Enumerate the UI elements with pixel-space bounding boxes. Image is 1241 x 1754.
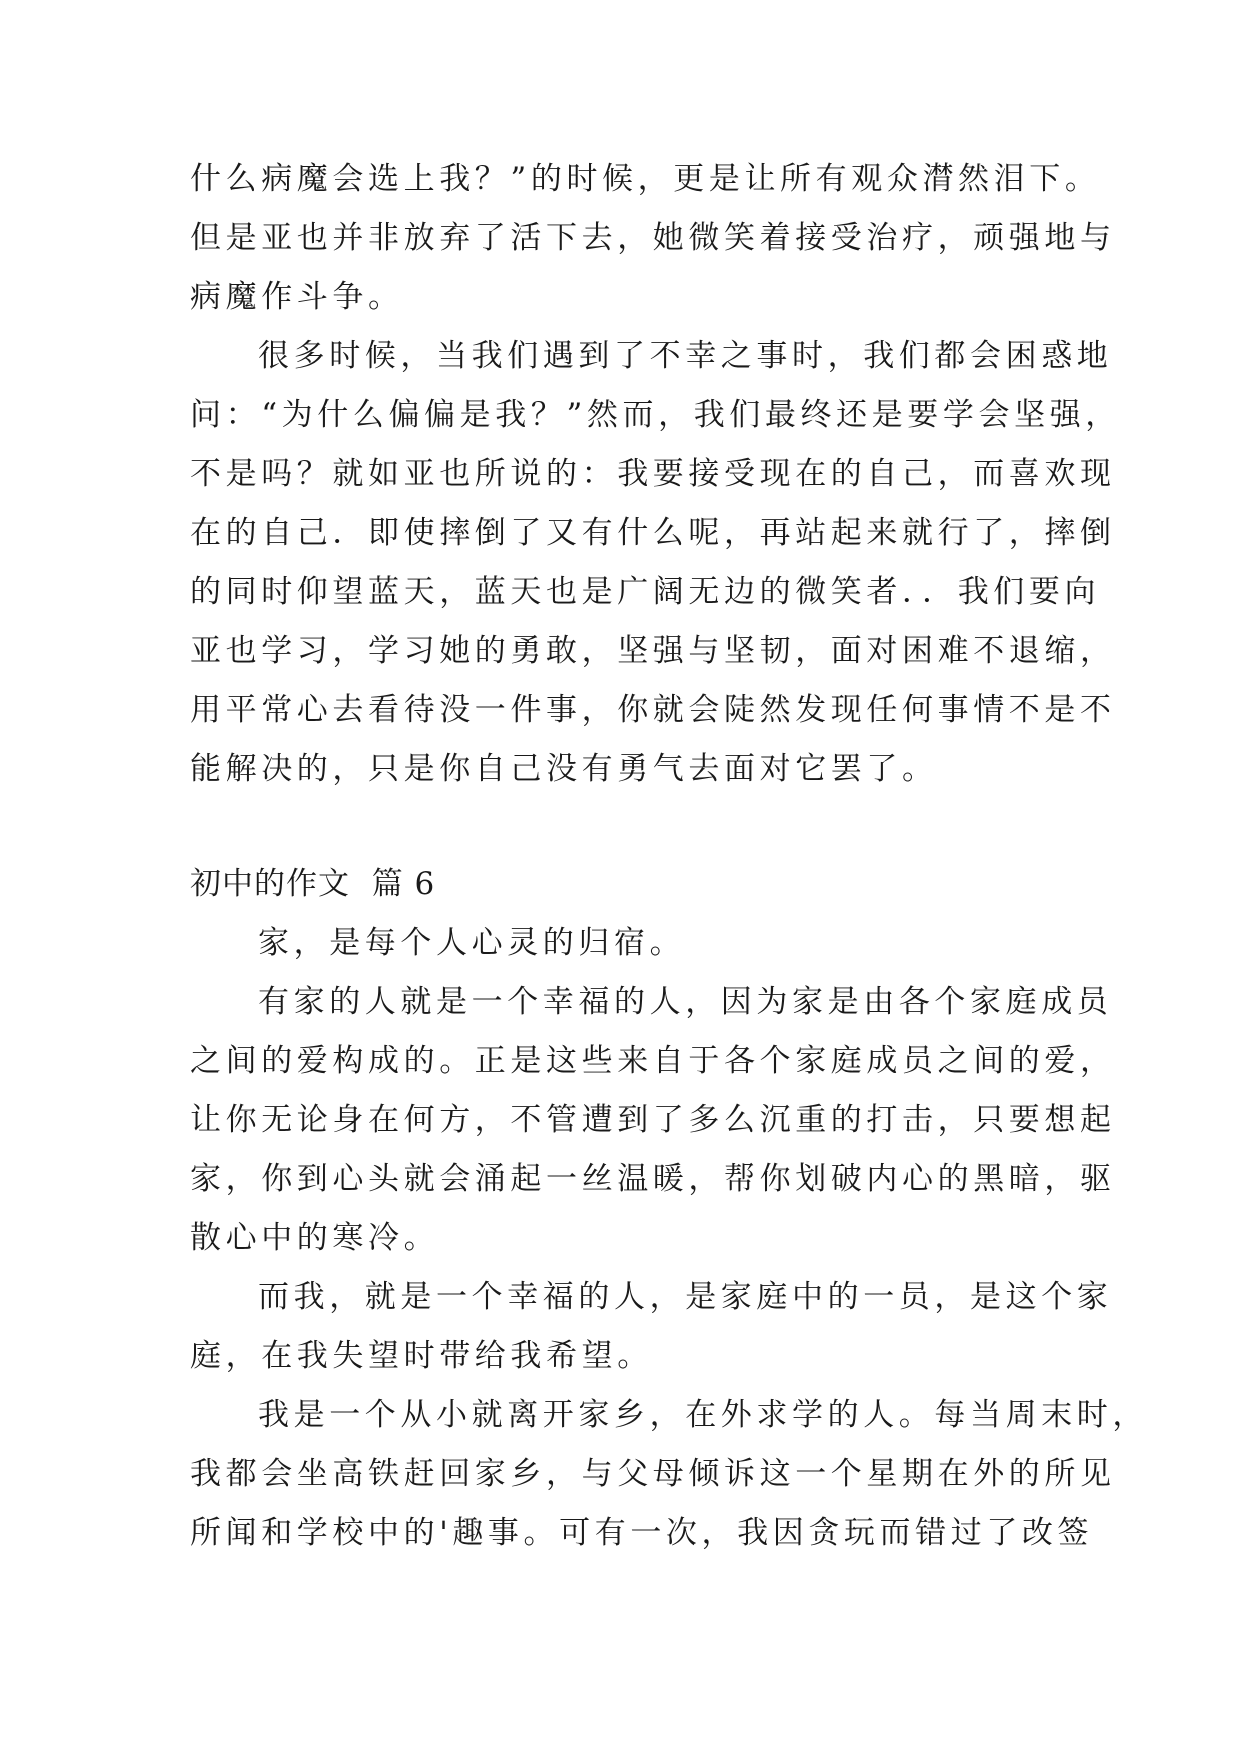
- text-line: 亚也学习，学习她的勇敢，坚强与坚韧，面对困难不退缩，: [190, 633, 1116, 669]
- text-line: 能解决的，只是你自己没有勇气去面对它罢了。: [190, 751, 938, 787]
- paragraph-a2: [190, 327, 1121, 799]
- paragraph-b2: [190, 973, 1116, 1268]
- text-line: 家，你到心头就会涌起一丝温暖，帮你划破内心的黑暗，驱: [190, 1161, 1116, 1197]
- section-b: [190, 914, 1148, 1563]
- text-line: 不是吗？就如亚也所说的：我要接受现在的自己，而喜欢现: [190, 456, 1116, 492]
- text-line: 庭，在我失望时带给我希望。: [190, 1338, 653, 1374]
- text-line: 散心中的寒冷。: [190, 1220, 440, 1256]
- text-line: 之间的爱构成的。正是这些来自于各个家庭成员之间的爱，: [190, 1043, 1116, 1079]
- text-line: 让你无论身在何方，不管遭到了多么沉重的打击，只要想起: [190, 1102, 1116, 1138]
- paragraph-b4: [190, 1386, 1148, 1563]
- text-line: 病魔作斗争。: [190, 279, 404, 315]
- text-line: 我是一个从小就离开家乡，在外求学的人。每当周末时，: [258, 1397, 1148, 1433]
- text-line: 在的自己．即使摔倒了又有什么呢，再站起来就行了，摔倒: [190, 515, 1116, 551]
- text-line: 我都会坐高铁赶回家乡，与父母倾诉这一个星期在外的所见: [190, 1456, 1116, 1492]
- text-line: 什么病魔会选上我？”的时候，更是让所有观众潸然泪下。: [190, 161, 1101, 197]
- text-line: 家，是每个人心灵的归宿。: [258, 925, 686, 961]
- text-line: 很多时候，当我们遇到了不幸之事时，我们都会困惑地: [258, 338, 1113, 374]
- text-line: 问：“为什么偏偏是我？”然而，我们最终还是要学会坚强，: [190, 397, 1121, 433]
- text-line: 的同时仰望蓝天，蓝天也是广阔无边的微笑者．．我们要向: [190, 574, 1101, 610]
- text-line: 所闻和学校中的'趣事。可有一次，我因贪玩而错过了改签: [190, 1515, 1094, 1551]
- section-a: [190, 150, 1121, 799]
- text-line: 但是亚也并非放弃了活下去，她微笑着接受治疗，顽强地与: [190, 220, 1116, 256]
- text-line: 有家的人就是一个幸福的人，因为家是由各个家庭成员: [258, 984, 1113, 1020]
- paragraph-b1: [190, 914, 1070, 973]
- paragraph-b3: [190, 1268, 1113, 1386]
- text-line: 而我，就是一个幸福的人，是家庭中的一员，是这个家: [258, 1279, 1113, 1315]
- section-heading: 初中的作文 篇 6: [190, 866, 436, 902]
- paragraph-a1: [190, 150, 1116, 327]
- text-line: 用平常心去看待没一件事，你就会陡然发现任何事情不是不: [190, 692, 1116, 728]
